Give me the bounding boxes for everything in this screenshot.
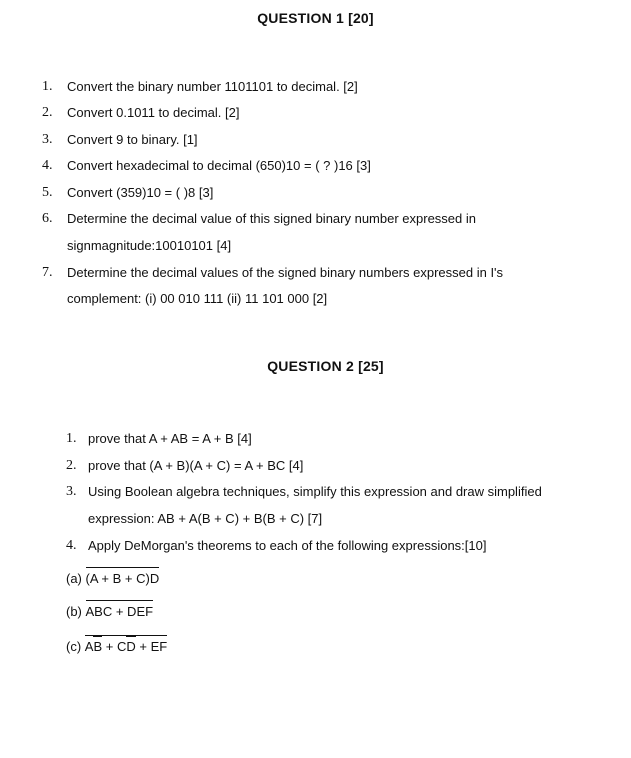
item-number: 4. [66,538,77,553]
expr-c-end: + EF [135,639,168,654]
expression-c-overlined [85,638,167,656]
item-number: 3. [66,484,77,499]
expression-a-overlined: (A + B + C)D [85,571,160,586]
item-number: 7. [42,265,53,280]
sub-expression-c [66,638,167,656]
expression-b-overlined: ABC + DEF [85,604,154,619]
expr-c-d-bar: D [126,639,136,654]
item-number: 2. [66,458,77,473]
item-text: Convert 0.1011 to decimal. [2] [67,105,240,120]
item-text-continued: complement: (i) 00 010 111 (ii) 11 101 000 [2] [67,291,328,306]
expr-c-a: A [84,639,94,654]
item-text: Convert the binary number 1101101 to decimal. [2] [67,79,358,94]
sub-expression-b [66,603,153,621]
item-text: Apply DeMorgan's theorems to each of the following expressions:[10] [88,538,487,553]
item-number: 1. [66,431,77,446]
sub-label-b: (b) [66,604,82,619]
expr-c-mid: + C [102,639,127,654]
item-text: Determine the decimal value of this signed binary number expressed in [67,211,476,226]
sub-label-c: (c) [66,639,82,654]
item-number: 5. [42,185,53,200]
item-text: prove that A + AB = A + B [4] [88,431,252,446]
expr-c-b-bar: B [93,639,103,654]
sub-expression-a [66,570,159,588]
item-number: 6. [42,211,53,226]
item-text-continued: signmagnitude:10010101 [4] [67,238,232,253]
item-text: Convert (359)10 = ( )8 [3] [67,185,214,200]
item-text: Determine the decimal values of the signed binary numbers expressed in I's [67,265,504,280]
item-text: prove that (A + B)(A + C) = A + BC [4] [88,458,304,473]
item-number: 4. [42,158,53,173]
item-text: Convert 9 to binary. [1] [67,132,198,147]
question-1-heading: QUESTION 1 [20] [257,10,374,26]
item-number: 2. [42,105,53,120]
sub-label-a: (a) [66,571,82,586]
item-text: Using Boolean algebra techniques, simplify this expression and draw simplified [88,484,542,499]
item-text-continued: expression: AB + A(B + C) + B(B + C) [7] [88,511,323,526]
item-number: 3. [42,132,53,147]
item-number: 1. [42,79,53,94]
item-text: Convert hexadecimal to decimal (650)10 = ( ? )16 [3] [67,158,371,173]
question-2-heading: QUESTION 2 [25] [267,358,384,374]
